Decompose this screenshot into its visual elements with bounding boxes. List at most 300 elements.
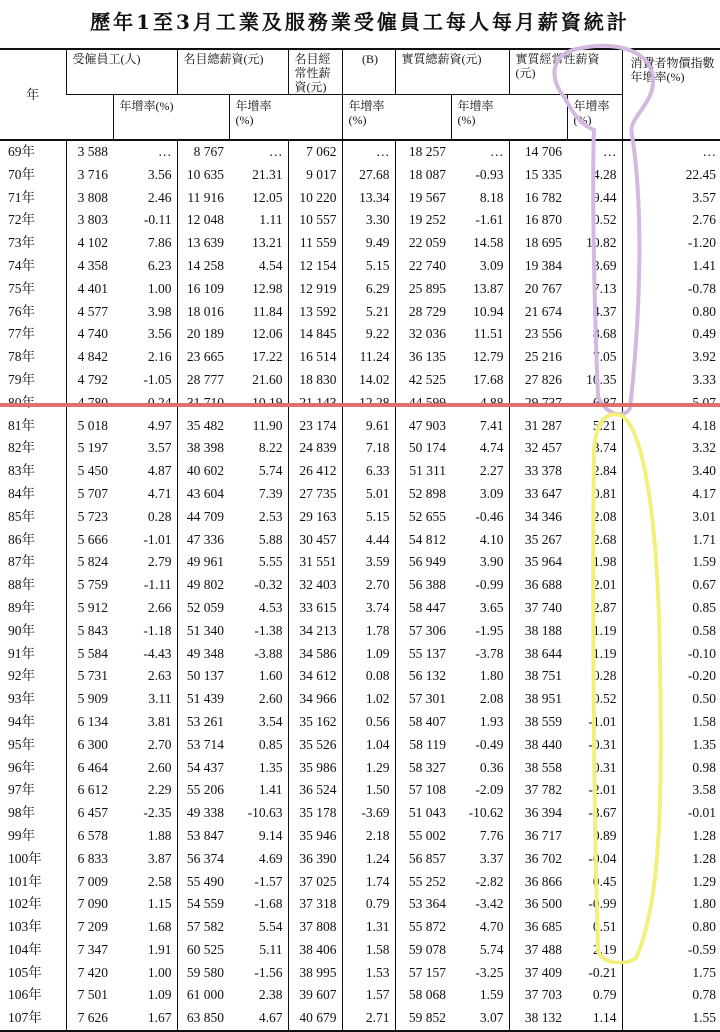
value-cell: 10.19: [252, 394, 283, 410]
value-cell: 5.15: [342, 506, 395, 529]
value-cell: 59 852: [395, 1007, 451, 1031]
value-cell: -0.59: [622, 939, 720, 962]
value-cell: 3.90: [479, 554, 504, 570]
year-cell: 89年: [8, 599, 35, 615]
value-cell: 9.22: [342, 323, 395, 346]
table-row: [0, 734, 720, 757]
value-cell: 14 706: [509, 140, 567, 164]
value-cell: 0.31: [592, 759, 617, 775]
value-cell: 24 839: [288, 437, 342, 460]
value-cell: -3.42: [475, 896, 504, 912]
value-cell: 4.10: [479, 531, 504, 547]
salary-table: [0, 48, 720, 1032]
value-cell: -3.25: [475, 964, 504, 980]
table-row: [0, 688, 720, 711]
value-cell: 2.16: [147, 349, 172, 365]
value-cell: 4 102: [66, 232, 113, 255]
value-cell: 51 043: [395, 802, 451, 825]
table-row: [0, 1007, 720, 1031]
value-cell: 0.45: [592, 873, 617, 889]
table-header: [0, 49, 720, 140]
value-cell: 16 514: [288, 346, 342, 369]
value-cell: 11.24: [342, 346, 395, 369]
value-cell: 5.11: [259, 941, 283, 957]
value-cell: 10.35: [586, 371, 617, 387]
value-cell: 57 157: [395, 962, 451, 985]
value-cell: 43 604: [177, 483, 229, 506]
value-cell: 1.68: [147, 919, 172, 935]
value-cell: 1.14: [567, 1007, 622, 1031]
value-cell: 19 384: [509, 255, 567, 278]
table-row: [0, 665, 720, 688]
value-cell: 1.28: [622, 848, 720, 871]
value-cell: -1.11: [143, 577, 172, 593]
value-cell: 10 220: [288, 187, 342, 210]
value-cell: 12.98: [252, 280, 283, 296]
value-cell: 38 398: [177, 437, 229, 460]
value-cell: 3.74: [342, 597, 395, 620]
value-cell: 4 842: [66, 346, 113, 369]
value-cell: 1.59: [622, 551, 720, 574]
value-cell: 29 163: [288, 506, 342, 529]
value-cell: 1.53: [342, 962, 395, 985]
value-cell: 1.50: [342, 779, 395, 802]
value-cell: 36 524: [288, 779, 342, 802]
value-cell: 31 551: [288, 551, 342, 574]
value-cell: 33 647: [509, 483, 567, 506]
value-cell: 7 626: [66, 1007, 113, 1031]
value-cell: 0.51: [592, 919, 617, 935]
value-cell: 3.98: [147, 303, 172, 319]
value-cell: 20 767: [509, 278, 567, 301]
value-cell: 38 440: [509, 734, 567, 757]
value-cell: 14 845: [288, 323, 342, 346]
value-cell: 36 702: [509, 848, 567, 871]
value-cell: 59 078: [395, 939, 451, 962]
value-cell: 58 327: [395, 757, 451, 780]
value-cell: 1.00: [147, 280, 172, 296]
value-cell: 13.87: [473, 280, 504, 296]
value-cell: 0.85: [622, 597, 720, 620]
value-cell: 3.09: [479, 485, 504, 501]
header-employees: 受僱員工(人): [66, 49, 177, 95]
value-cell: 39 607: [288, 984, 342, 1007]
value-cell: 54 812: [395, 529, 451, 552]
value-cell: 9.14: [258, 827, 283, 843]
value-cell: 5 824: [66, 551, 113, 574]
value-cell: 2.63: [147, 668, 172, 684]
value-cell: 0.56: [342, 711, 395, 734]
value-cell: 5.15: [342, 255, 395, 278]
value-cell: 0.78: [622, 984, 720, 1007]
value-cell: 34 612: [288, 665, 342, 688]
value-cell: 7 062: [288, 140, 342, 164]
value-cell: 12.06: [252, 326, 283, 342]
value-cell: 4.70: [479, 919, 504, 935]
value-cell: 14 258: [177, 255, 229, 278]
table-row: [0, 871, 720, 894]
value-cell: 12 154: [288, 255, 342, 278]
value-cell: 12 919: [288, 278, 342, 301]
value-cell: -1.61: [475, 212, 504, 228]
value-cell: 6 457: [66, 802, 113, 825]
value-cell: 2.08: [592, 508, 617, 524]
value-cell: 4 740: [66, 323, 113, 346]
value-cell: 4.17: [622, 483, 720, 506]
value-cell: 58 407: [395, 711, 451, 734]
header-nominal-total-yoy: 年增率(%): [229, 95, 288, 141]
value-cell: 37 318: [288, 893, 342, 916]
table-row: [0, 187, 720, 210]
value-cell: 0.28: [592, 668, 617, 684]
table-row: [0, 779, 720, 802]
value-cell: 0.89: [592, 827, 617, 843]
value-cell: 5 584: [66, 643, 113, 666]
table-row: [0, 506, 720, 529]
value-cell: 6 578: [66, 825, 113, 848]
value-cell: -2.01: [588, 782, 617, 798]
value-cell: 18 016: [177, 301, 229, 324]
value-cell: 36 717: [509, 825, 567, 848]
value-cell: 1.09: [342, 643, 395, 666]
value-cell: 5.55: [258, 554, 283, 570]
value-cell: 2.87: [592, 599, 617, 615]
table-row: [0, 209, 720, 232]
value-cell: 1.35: [258, 759, 283, 775]
value-cell: 8 767: [177, 140, 229, 164]
value-cell: 21.31: [252, 166, 283, 182]
value-cell: 23 665: [177, 346, 229, 369]
table-row: [0, 984, 720, 1007]
value-cell: 2.46: [147, 189, 172, 205]
value-cell: 33 378: [509, 460, 567, 483]
value-cell: -0.11: [143, 212, 172, 228]
table-row: [0, 529, 720, 552]
value-cell: 50 174: [395, 437, 451, 460]
value-cell: 6.33: [342, 460, 395, 483]
value-cell: 22.45: [622, 164, 720, 187]
value-cell: 1.04: [342, 734, 395, 757]
value-cell: 38 995: [288, 962, 342, 985]
value-cell: 4.88: [479, 394, 504, 410]
value-cell: 5 707: [66, 483, 113, 506]
table-row: [0, 643, 720, 666]
value-cell: 38 951: [509, 688, 567, 711]
value-cell: 5.21: [592, 417, 617, 433]
value-cell: 3.40: [622, 460, 720, 483]
value-cell: 2.18: [342, 825, 395, 848]
value-cell: 19 567: [395, 187, 451, 210]
header-nominal-regular: 名目經常性薪資(元): [288, 49, 342, 95]
value-cell: 35 964: [509, 551, 567, 574]
value-cell: 5 731: [66, 665, 113, 688]
year-cell: 86年: [8, 531, 35, 547]
value-cell: 6.23: [147, 257, 172, 273]
value-cell: 58 447: [395, 597, 451, 620]
value-cell: 38 188: [509, 620, 567, 643]
table-body: [0, 140, 720, 1031]
value-cell: 1.19: [592, 622, 617, 638]
value-cell: 0.08: [342, 665, 395, 688]
table-row: [0, 893, 720, 916]
value-cell: 0.58: [622, 620, 720, 643]
value-cell: 36 390: [288, 848, 342, 871]
value-cell: 2.70: [342, 574, 395, 597]
table-row: [0, 848, 720, 871]
table-row: [0, 551, 720, 574]
value-cell: 0.49: [622, 323, 720, 346]
year-cell: 101年: [8, 873, 42, 889]
value-cell: 15 335: [509, 164, 567, 187]
value-cell: 33 615: [288, 597, 342, 620]
value-cell: 1.55: [622, 1007, 720, 1031]
value-cell: 1.41: [258, 782, 283, 798]
value-cell: 1.75: [622, 962, 720, 985]
value-cell: 4.74: [479, 440, 504, 456]
value-cell: 3.57: [622, 187, 720, 210]
value-cell: 4 780: [66, 392, 113, 415]
value-cell: 57 108: [395, 779, 451, 802]
value-cell: 44 709: [177, 506, 229, 529]
value-cell: 1.24: [342, 848, 395, 871]
value-cell: 2.53: [258, 508, 283, 524]
value-cell: 13.21: [252, 235, 283, 251]
year-cell: 95年: [8, 736, 35, 752]
value-cell: 3.09: [479, 257, 504, 273]
value-cell: 51 439: [177, 688, 229, 711]
value-cell: 2.71: [342, 1007, 395, 1031]
value-cell: 1.91: [147, 941, 172, 957]
value-cell: 7.18: [342, 437, 395, 460]
value-cell: 49 961: [177, 551, 229, 574]
value-cell: 1.11: [259, 212, 283, 228]
value-cell: 37 703: [509, 984, 567, 1007]
value-cell: 7.76: [479, 827, 504, 843]
year-cell: 103年: [8, 919, 42, 935]
table-row: [0, 278, 720, 301]
value-cell: 10.82: [586, 235, 617, 251]
value-cell: 34 346: [509, 506, 567, 529]
value-cell: 54 437: [177, 757, 229, 780]
value-cell: 4.28: [592, 166, 617, 182]
value-cell: 6 833: [66, 848, 113, 871]
value-cell: 1.29: [622, 871, 720, 894]
value-cell: 5.21: [342, 301, 395, 324]
value-cell: 11 916: [177, 187, 229, 210]
value-cell: 25 895: [395, 278, 451, 301]
value-cell: 14.58: [473, 235, 504, 251]
value-cell: -0.78: [622, 278, 720, 301]
value-cell: 7.05: [592, 349, 617, 365]
year-cell: 72年: [8, 212, 35, 228]
value-cell: 56 132: [395, 665, 451, 688]
value-cell: 10.94: [473, 303, 504, 319]
value-cell: 1.74: [342, 871, 395, 894]
value-cell: 55 252: [395, 871, 451, 894]
year-cell: 104年: [8, 941, 42, 957]
year-cell: 105年: [8, 964, 42, 980]
value-cell: 1.41: [622, 255, 720, 278]
value-cell: 3.74: [592, 440, 617, 456]
year-cell: 79年: [8, 371, 35, 387]
year-cell: 92年: [8, 668, 35, 684]
value-cell: -0.04: [588, 850, 617, 866]
value-cell: 7.39: [258, 485, 283, 501]
value-cell: 4.44: [342, 529, 395, 552]
value-cell: 27.68: [342, 164, 395, 187]
value-cell: 3.07: [451, 1007, 509, 1031]
value-cell: 2.27: [479, 463, 504, 479]
value-cell: 53 847: [177, 825, 229, 848]
value-cell: 1.58: [342, 939, 395, 962]
value-cell: 36 394: [509, 802, 567, 825]
value-cell: 52 655: [395, 506, 451, 529]
value-cell: 38 751: [509, 665, 567, 688]
value-cell: 5 912: [66, 597, 113, 620]
value-cell: -0.46: [475, 508, 504, 524]
year-cell: 100年: [8, 850, 42, 866]
table-row: [0, 255, 720, 278]
value-cell: -3.88: [254, 645, 283, 661]
value-cell: 4.37: [592, 303, 617, 319]
value-cell: 9.49: [342, 232, 395, 255]
value-cell: 1.31: [342, 916, 395, 939]
value-cell: 6 464: [66, 757, 113, 780]
value-cell: 3.56: [147, 166, 172, 182]
year-cell: 69年: [8, 144, 35, 159]
value-cell: 3.32: [622, 437, 720, 460]
year-cell: 75年: [8, 280, 35, 296]
value-cell: 55 206: [177, 779, 229, 802]
value-cell: 56 949: [395, 551, 451, 574]
value-cell: 18 257: [395, 140, 451, 164]
value-cell: 59 580: [177, 962, 229, 985]
value-cell: 49 348: [177, 643, 229, 666]
value-cell: 53 261: [177, 711, 229, 734]
value-cell: -1.68: [254, 896, 283, 912]
value-cell: -0.10: [622, 643, 720, 666]
header-cpi: 消費者物價指數年增率(%): [622, 49, 720, 140]
value-cell: 51 311: [395, 460, 451, 483]
value-cell: 12.79: [473, 349, 504, 365]
value-cell: 7 501: [66, 984, 113, 1007]
value-cell: 7.13: [592, 280, 617, 296]
value-cell: 36 688: [509, 574, 567, 597]
value-cell: 6 300: [66, 734, 113, 757]
value-cell: 52 898: [395, 483, 451, 506]
value-cell: 18 087: [395, 164, 451, 187]
value-cell: 0.79: [592, 987, 617, 1003]
value-cell: 56 857: [395, 848, 451, 871]
value-cell: 47 903: [395, 415, 451, 438]
value-cell: 6.29: [342, 278, 395, 301]
value-cell: 21.60: [252, 371, 283, 387]
value-cell: 22 740: [395, 255, 451, 278]
value-cell: 6.87: [592, 394, 617, 410]
value-cell: 4.97: [147, 417, 172, 433]
value-cell: 55 872: [395, 916, 451, 939]
value-cell: 0.79: [342, 893, 395, 916]
value-cell: 5 666: [66, 529, 113, 552]
value-cell: 4 401: [66, 278, 113, 301]
value-cell: 17.68: [473, 371, 504, 387]
year-cell: 88年: [8, 577, 35, 593]
value-cell: 3.01: [622, 506, 720, 529]
value-cell: 1.15: [147, 896, 172, 912]
year-cell: 87年: [8, 554, 35, 570]
value-cell: 2.70: [147, 736, 172, 752]
value-cell: -0.31: [588, 736, 617, 752]
value-cell: 35 178: [288, 802, 342, 825]
value-cell: 4.18: [622, 415, 720, 438]
value-cell: 11 559: [288, 232, 342, 255]
value-cell: -1.05: [143, 371, 172, 387]
table-row: [0, 620, 720, 643]
table-row: [0, 140, 720, 164]
value-cell: 1.58: [622, 711, 720, 734]
value-cell: 1.57: [342, 984, 395, 1007]
header-real-total-yoy: 年增率(%): [451, 95, 509, 141]
value-cell: 7 209: [66, 916, 113, 939]
value-cell: 38 558: [509, 757, 567, 780]
value-cell: 13.34: [342, 187, 395, 210]
value-cell: 5.74: [258, 463, 283, 479]
value-cell: 5.07: [622, 392, 720, 415]
year-cell: 71年: [8, 189, 35, 205]
value-cell: 23 556: [509, 323, 567, 346]
year-cell: 96年: [8, 759, 35, 775]
value-cell: 3.92: [622, 346, 720, 369]
value-cell: 1.29: [342, 757, 395, 780]
value-cell: 58 119: [395, 734, 451, 757]
header-real-regular: 實質經常性薪資(元): [509, 49, 622, 95]
table-row: [0, 232, 720, 255]
value-cell: 7 090: [66, 893, 113, 916]
table-row: [0, 346, 720, 369]
value-cell: 0.80: [622, 301, 720, 324]
table-row: [0, 939, 720, 962]
value-cell: 31 287: [509, 415, 567, 438]
value-cell: …: [622, 140, 720, 164]
value-cell: 18 695: [509, 232, 567, 255]
value-cell: 1.19: [592, 645, 617, 661]
value-cell: 4 577: [66, 301, 113, 324]
value-cell: 5 843: [66, 620, 113, 643]
year-cell: 78年: [8, 349, 35, 365]
value-cell: 51 340: [177, 620, 229, 643]
table-row: [0, 574, 720, 597]
value-cell: 2.19: [592, 941, 617, 957]
value-cell: 6 134: [66, 711, 113, 734]
value-cell: 5 450: [66, 460, 113, 483]
value-cell: 30 457: [288, 529, 342, 552]
value-cell: 27 735: [288, 483, 342, 506]
value-cell: 5 018: [66, 415, 113, 438]
value-cell: 11.51: [473, 326, 504, 342]
year-cell: 94年: [8, 713, 35, 729]
header-year: 年: [26, 86, 40, 102]
value-cell: 12.28: [342, 392, 395, 415]
value-cell: -2.09: [475, 782, 504, 798]
year-cell: 85年: [8, 508, 35, 524]
value-cell: 37 808: [288, 916, 342, 939]
value-cell: 1.88: [147, 827, 172, 843]
value-cell: -0.21: [588, 964, 617, 980]
value-cell: 57 306: [395, 620, 451, 643]
value-cell: 35 482: [177, 415, 229, 438]
value-cell: -1.95: [475, 622, 504, 638]
value-cell: -3.67: [588, 805, 617, 821]
